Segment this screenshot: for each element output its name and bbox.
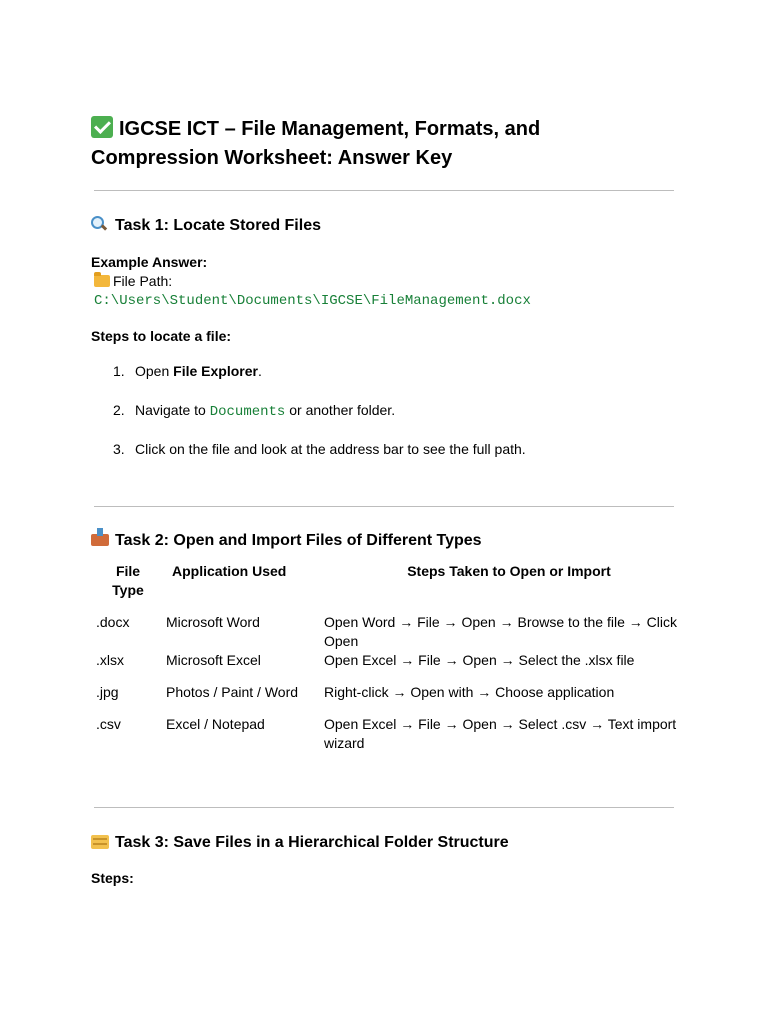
list-item-text: Navigate to (135, 402, 210, 418)
inbox-tray-icon (91, 534, 109, 546)
cell-application: Microsoft Excel (166, 652, 261, 668)
cell-file-type: .csv (96, 716, 121, 732)
title-line-1: IGCSE ICT – File Management, Formats, and (119, 118, 541, 140)
list-item-number: 2. (113, 402, 125, 418)
file-path-value: C:\Users\Student\Documents\IGCSE\FileManagement.docx (94, 293, 531, 309)
check-mark-icon (91, 116, 113, 138)
list-item-number: 3. (113, 441, 125, 457)
file-explorer-bold: File Explorer (173, 363, 258, 379)
divider (94, 190, 674, 191)
task1-heading-text: Task 1: Locate Stored Files (115, 217, 321, 234)
cell-file-type: .xlsx (96, 652, 124, 668)
task1-heading (91, 215, 321, 237)
list-item-text: or another folder. (285, 402, 396, 418)
header-steps: Steps Taken to Open or Import (407, 563, 611, 579)
list-item (113, 440, 526, 459)
document-title (91, 115, 691, 173)
table-row (90, 651, 694, 683)
task2-heading-text: Task 2: Open and Import Files of Different Types (115, 532, 482, 549)
file-path-label (94, 272, 172, 291)
table-row (90, 715, 694, 753)
divider (94, 807, 674, 808)
header-application: Application Used (172, 563, 287, 579)
list-item-text: Open (135, 363, 174, 379)
task3-heading-text: Task 3: Save Files in a Hierarchical Folder Structure (115, 834, 509, 851)
list-item (113, 362, 262, 381)
card-index-dividers-icon (91, 835, 109, 849)
divider (94, 506, 674, 507)
documents-code: Documents (209, 404, 286, 420)
open-folder-icon (94, 275, 110, 287)
magnifying-glass-icon (91, 216, 105, 230)
task3-heading (91, 832, 509, 854)
steps-label: Steps: (91, 870, 134, 886)
task2-heading (91, 530, 482, 552)
steps-to-locate-label: Steps to locate a file: (91, 328, 232, 344)
cell-file-type: .docx (96, 614, 130, 630)
table-header-row (90, 562, 694, 613)
table-row (90, 683, 694, 715)
table-row (90, 613, 694, 651)
header-file-type: File Type (112, 563, 144, 598)
cell-application: Excel / Notepad (166, 716, 265, 732)
cell-steps: Open Excel → File → Open → Select .csv → Text import wizard (324, 716, 677, 751)
title-line-2: Compression Worksheet: Answer Key (91, 147, 453, 169)
file-path-label-text: File Path: (113, 273, 173, 289)
list-item-number: 1. (113, 363, 125, 379)
list-item (113, 401, 395, 422)
cell-steps: Open Word → File → Open → Browse to the file → Click Open (324, 614, 677, 649)
cell-application: Microsoft Word (166, 614, 260, 630)
cell-application: Photos / Paint / Word (166, 684, 299, 700)
cell-steps: Right-click → Open with → Choose application (324, 684, 615, 700)
list-item-text: . (257, 363, 262, 379)
cell-file-type: .jpg (96, 684, 119, 700)
cell-steps: Open Excel → File → Open → Select the .xlsx file (324, 652, 635, 668)
example-answer-label: Example Answer: (91, 254, 208, 270)
list-item-text: Click on the file and look at the address bar to see the full path. (135, 441, 526, 457)
file-types-table (90, 562, 694, 753)
